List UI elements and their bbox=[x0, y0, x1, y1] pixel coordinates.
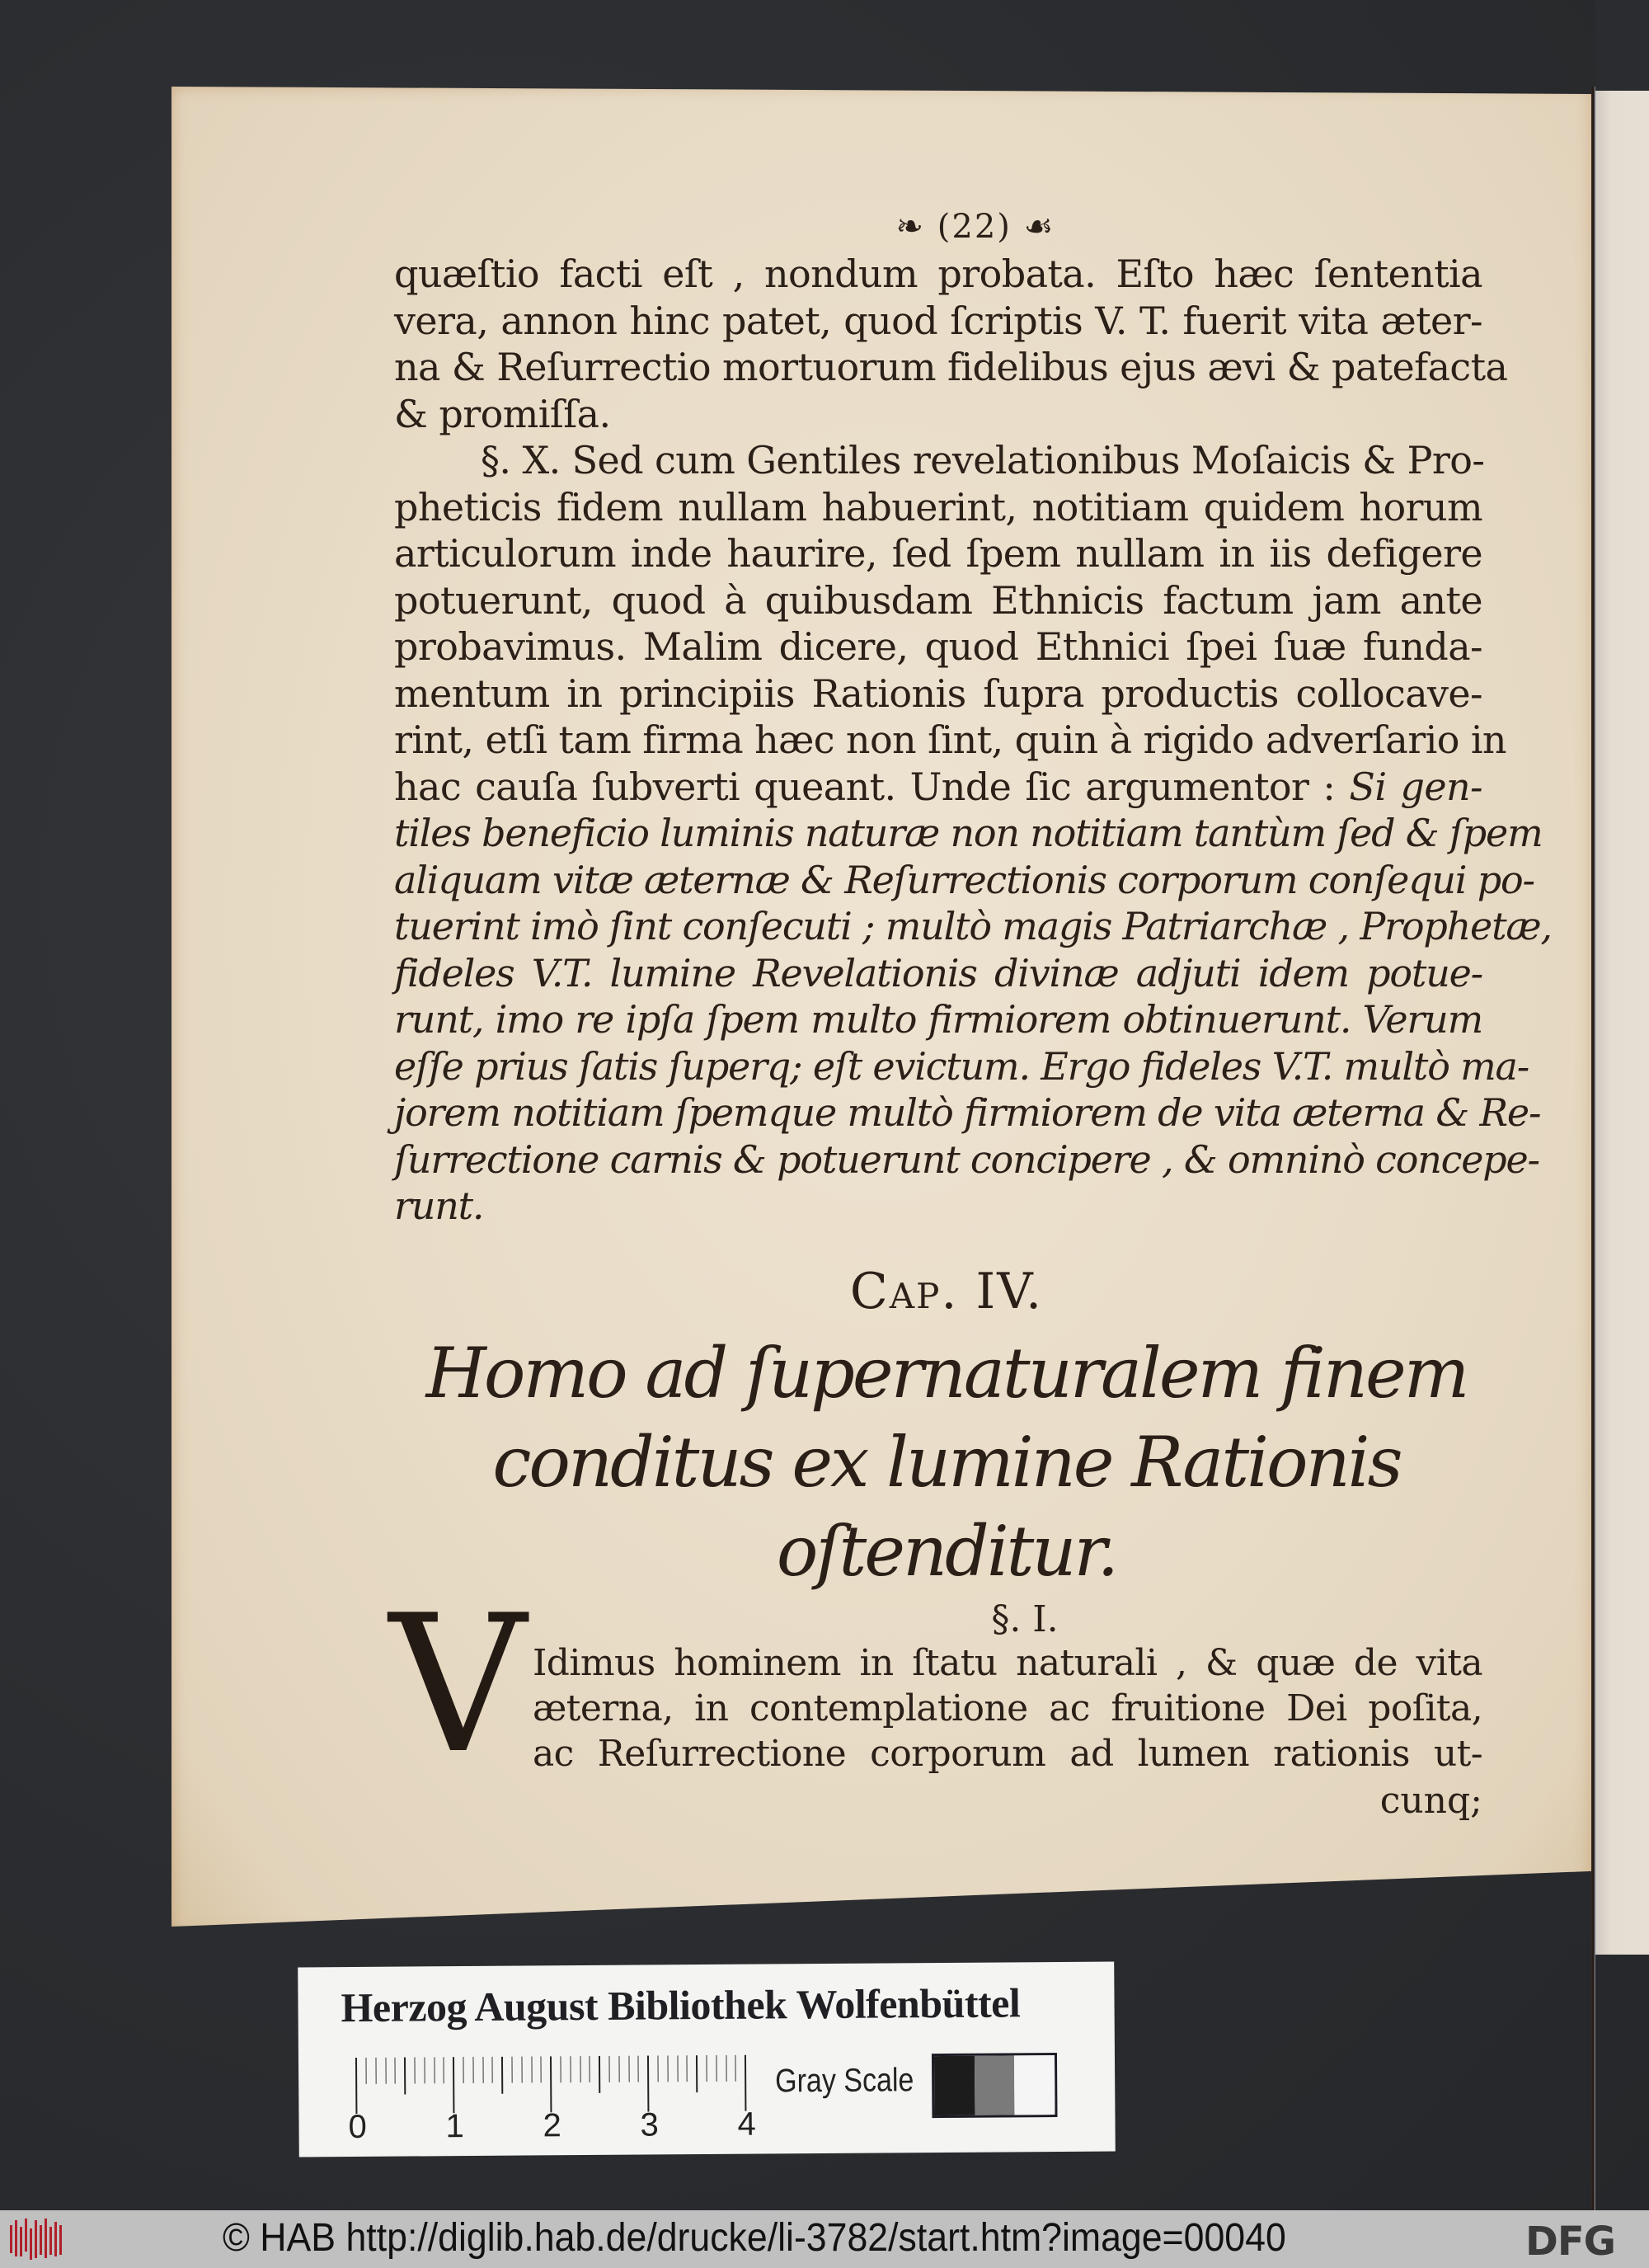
text-line: Idimus hominem in ſtatu naturali , & quæ de vita bbox=[533, 1641, 1482, 1684]
page-text bbox=[389, 206, 1552, 1826]
adjacent-leaf bbox=[1595, 91, 1649, 1955]
section-heading: §. I. bbox=[991, 1597, 1059, 1640]
book-gutter bbox=[1591, 87, 1595, 2210]
chapter-title-line: conditus ex lumine Rationis bbox=[492, 1421, 1401, 1503]
paragraph-1 bbox=[394, 251, 1508, 437]
ruler-label: 3 bbox=[640, 2106, 659, 2143]
ruler-label: 2 bbox=[543, 2107, 561, 2144]
drop-cap: V bbox=[389, 1574, 527, 1795]
text-line: ſurrectione carnis & potuerunt concipere , & omninò concepe- bbox=[394, 1136, 1539, 1182]
text-line: quæſtio facti eſt , nondum probata. Eſto hæc ſententia bbox=[394, 252, 1482, 296]
catchword: cunq; bbox=[1379, 1779, 1482, 1822]
text-line: vera, annon hinc patet, quod ſcriptis V. T. fuerit vita æter- bbox=[394, 298, 1482, 343]
swatch-gray bbox=[975, 2055, 1015, 2115]
text-line: probavimus. Malim dicere, quod Ethnici ſpei ſuæ funda- bbox=[394, 624, 1482, 669]
paragraph-2 bbox=[394, 437, 1552, 1230]
text-line: æterna, in contemplatione ac fruitione Dei poſita, bbox=[533, 1687, 1482, 1729]
footer-bar bbox=[0, 2210, 1649, 2268]
ruler-label: 4 bbox=[737, 2106, 756, 2143]
copyright-link[interactable]: © HAB http://diglib.hab.de/drucke/li-3782/start.htm?image=00040 bbox=[223, 2216, 1286, 2260]
text-line: rint, etſi tam firma hæc non ſint, quin à rigido adverſario in bbox=[394, 718, 1506, 762]
text-line: jorem notitiam ſpemque multò firmiorem de vita æterna & Re- bbox=[394, 1090, 1541, 1135]
text-line: ac Reſurrectione corporum ad lumen rationis ut- bbox=[533, 1732, 1482, 1775]
swatch-black bbox=[934, 2056, 975, 2115]
ornament-left-icon: ❧ bbox=[895, 208, 926, 246]
text-line: potuerunt, quod à quibusdam Ethnicis factum jam ante bbox=[394, 577, 1482, 623]
text-line: tuerint imò ſint conſecuti ; multò magis Patriarchæ , Prophetæ, bbox=[394, 904, 1552, 948]
text-line: runt. bbox=[394, 1183, 484, 1228]
text-line: na & Reſurrectio mortuorum fidelibus ejus ævi & patefacta bbox=[394, 345, 1508, 389]
ruler-label: 1 bbox=[445, 2108, 464, 2145]
dfg-logo: DFG bbox=[1525, 2219, 1616, 2265]
hab-barcode-logo-icon bbox=[8, 2217, 68, 2261]
text-line: §. X. Sed cum Gentiles revelationibus Moſaicis & Pro- bbox=[481, 438, 1485, 482]
text-line: runt, imo re ipſa ſpem multo firmiorem obtinuerunt. Verum bbox=[394, 997, 1482, 1042]
text-line: aliquam vitæ æternæ & Reſurrectionis corporum conſequi po- bbox=[394, 857, 1534, 902]
card-title: Herzog August Bibliothek Wolfenbüttel bbox=[341, 1979, 1021, 2031]
page-number: ❧ (22) ☙ bbox=[895, 208, 1055, 246]
calibration-card bbox=[298, 1962, 1116, 2157]
text-line: eſſe prius ſatis ſuperq; eſt evictum. Ergo fideles V.T. multò ma- bbox=[394, 1043, 1529, 1089]
grayscale-label: Gray Scale bbox=[775, 2062, 914, 2100]
text-line: & promiſſa. bbox=[394, 391, 611, 436]
swatch-white bbox=[1014, 2055, 1055, 2115]
chapter-title-line: oſtenditur. bbox=[776, 1510, 1117, 1592]
grayscale-swatch bbox=[932, 2053, 1058, 2118]
chapter-title-line: Homo ad ſupernaturalem finem bbox=[425, 1332, 1468, 1414]
text-line: articulorum inde haurire, ſed ſpem nullam in iis defigere bbox=[394, 531, 1482, 576]
text-line: fideles V.T. lumine Revelationis divinæ adjuti idem potue- bbox=[394, 950, 1482, 995]
text-line: mentum in principiis Rationis ſupra productis collocave- bbox=[394, 671, 1482, 716]
chapter-title bbox=[394, 1329, 1482, 1596]
chapter-heading: Cap. IV. bbox=[849, 1262, 1044, 1320]
text-line: tiles beneficio luminis naturæ non notitiam tantùm ſed & ſpem bbox=[394, 811, 1543, 855]
text-line: pheticis fidem nullam habuerint, notitiam quidem horum bbox=[394, 484, 1482, 529]
text-line: hac cauſa ſubverti queant. Unde ſic argumentor : Si gen- bbox=[394, 764, 1482, 809]
ruler-label: 0 bbox=[348, 2108, 367, 2146]
ornament-right-icon: ☙ bbox=[1023, 208, 1055, 246]
adjacent-leaf-shadow bbox=[1595, 0, 1649, 95]
section-1 bbox=[389, 1574, 1482, 1826]
